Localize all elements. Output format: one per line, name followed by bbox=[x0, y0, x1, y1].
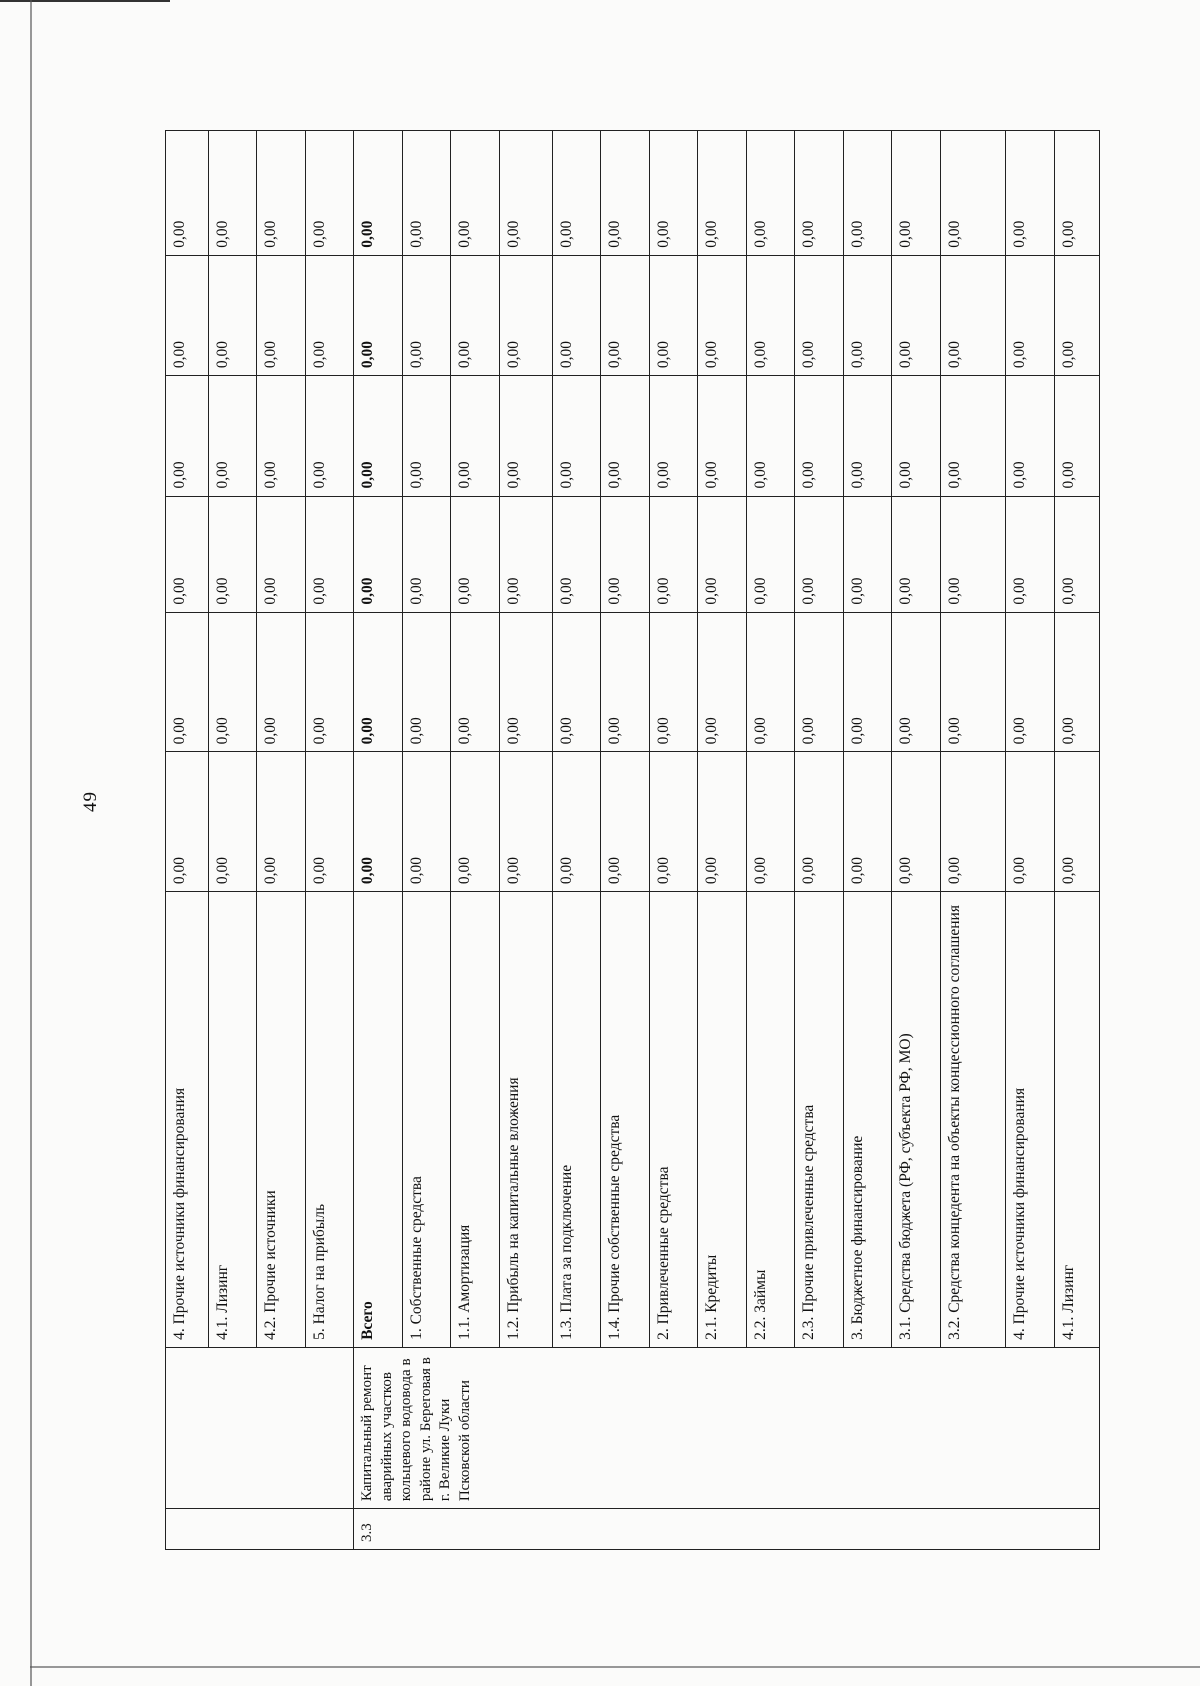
value-cell: 0,00 bbox=[1054, 496, 1099, 612]
value-cell: 0,00 bbox=[499, 612, 552, 752]
value-cell: 0,00 bbox=[746, 376, 795, 496]
row-label: 4.1. Лизинг bbox=[208, 892, 257, 1348]
value-cell: 0,00 bbox=[892, 376, 941, 496]
value-cell: 0,00 bbox=[940, 131, 1005, 256]
value-cell: 0,00 bbox=[746, 496, 795, 612]
value-cell: 0,00 bbox=[451, 752, 500, 892]
value-cell: 0,00 bbox=[354, 376, 403, 496]
value-cell: 0,00 bbox=[1006, 496, 1055, 612]
value-cell: 0,00 bbox=[698, 376, 747, 496]
table-row bbox=[305, 131, 354, 1550]
table-row bbox=[1006, 131, 1055, 1550]
row-label: 1.1. Амортизация bbox=[451, 892, 500, 1348]
value-cell: 0,00 bbox=[843, 131, 892, 256]
value-cell: 0,00 bbox=[257, 612, 306, 752]
table-row bbox=[601, 131, 650, 1550]
value-cell: 0,00 bbox=[451, 612, 500, 752]
value-cell: 0,00 bbox=[402, 612, 451, 752]
value-cell: 0,00 bbox=[354, 752, 403, 892]
value-cell: 0,00 bbox=[552, 496, 601, 612]
value-cell: 0,00 bbox=[601, 496, 650, 612]
value-cell: 0,00 bbox=[305, 376, 354, 496]
value-cell: 0,00 bbox=[305, 255, 354, 375]
value-cell: 0,00 bbox=[305, 752, 354, 892]
value-cell: 0,00 bbox=[499, 131, 552, 256]
value-cell: 0,00 bbox=[208, 131, 257, 256]
value-cell: 0,00 bbox=[795, 131, 844, 256]
row-label: 1.2. Прибыль на капитальные вложения bbox=[499, 892, 552, 1348]
value-cell: 0,00 bbox=[698, 612, 747, 752]
value-cell: 0,00 bbox=[746, 752, 795, 892]
value-cell: 0,00 bbox=[208, 496, 257, 612]
prev-index-cell bbox=[166, 1509, 354, 1550]
value-cell: 0,00 bbox=[843, 255, 892, 375]
value-cell: 0,00 bbox=[166, 752, 209, 892]
value-cell: 0,00 bbox=[843, 752, 892, 892]
value-cell: 0,00 bbox=[208, 255, 257, 375]
value-cell: 0,00 bbox=[892, 255, 941, 375]
scan-bottom-edge bbox=[30, 1666, 1200, 1668]
value-cell: 0,00 bbox=[698, 131, 747, 256]
value-cell: 0,00 bbox=[257, 752, 306, 892]
project-index-cell: 3.3 bbox=[354, 1509, 1100, 1550]
table-row bbox=[940, 131, 1005, 1550]
project-description-cell bbox=[354, 1347, 1100, 1508]
table-row bbox=[499, 131, 552, 1550]
value-cell: 0,00 bbox=[649, 496, 698, 612]
value-cell: 0,00 bbox=[649, 131, 698, 256]
table-row bbox=[208, 131, 257, 1550]
value-cell: 0,00 bbox=[698, 255, 747, 375]
value-cell: 0,00 bbox=[552, 612, 601, 752]
value-cell: 0,00 bbox=[402, 255, 451, 375]
row-label: 2.1. Кредиты bbox=[698, 892, 747, 1348]
value-cell: 0,00 bbox=[649, 752, 698, 892]
value-cell: 0,00 bbox=[1054, 376, 1099, 496]
value-cell: 0,00 bbox=[257, 376, 306, 496]
value-cell: 0,00 bbox=[940, 496, 1005, 612]
value-cell: 0,00 bbox=[940, 612, 1005, 752]
scan-top-edge bbox=[0, 0, 170, 2]
value-cell: 0,00 bbox=[257, 255, 306, 375]
table-row bbox=[746, 131, 795, 1550]
row-label: 4.2. Прочие источники bbox=[257, 892, 306, 1348]
table-row bbox=[402, 131, 451, 1550]
value-cell: 0,00 bbox=[552, 255, 601, 375]
row-label: 1. Собственные средства bbox=[402, 892, 451, 1348]
value-cell: 0,00 bbox=[166, 612, 209, 752]
value-cell: 0,00 bbox=[843, 612, 892, 752]
value-cell: 0,00 bbox=[166, 131, 209, 256]
table-row bbox=[1054, 131, 1099, 1550]
value-cell: 0,00 bbox=[208, 376, 257, 496]
value-cell: 0,00 bbox=[795, 612, 844, 752]
financing-table bbox=[165, 130, 1100, 1550]
table-row bbox=[892, 131, 941, 1550]
value-cell: 0,00 bbox=[499, 496, 552, 612]
value-cell: 0,00 bbox=[892, 131, 941, 256]
value-cell: 0,00 bbox=[208, 612, 257, 752]
value-cell: 0,00 bbox=[1006, 255, 1055, 375]
value-cell: 0,00 bbox=[601, 376, 650, 496]
value-cell: 0,00 bbox=[166, 376, 209, 496]
row-label: 3.2. Средства концедента на объекты концессионного соглашения bbox=[940, 892, 1005, 1348]
row-label: 1.3. Плата за подключение bbox=[552, 892, 601, 1348]
value-cell: 0,00 bbox=[354, 131, 403, 256]
value-cell: 0,00 bbox=[795, 496, 844, 612]
value-cell: 0,00 bbox=[305, 612, 354, 752]
value-cell: 0,00 bbox=[746, 255, 795, 375]
row-label: 3.1. Средства бюджета (РФ, субъекта РФ, МО) bbox=[892, 892, 941, 1348]
row-label: 5. Налог на прибыль bbox=[305, 892, 354, 1348]
value-cell: 0,00 bbox=[601, 131, 650, 256]
value-cell: 0,00 bbox=[451, 255, 500, 375]
value-cell: 0,00 bbox=[402, 131, 451, 256]
table-row bbox=[698, 131, 747, 1550]
value-cell: 0,00 bbox=[940, 376, 1005, 496]
value-cell: 0,00 bbox=[940, 752, 1005, 892]
value-cell: 0,00 bbox=[552, 752, 601, 892]
value-cell: 0,00 bbox=[795, 376, 844, 496]
financing-table-body bbox=[166, 131, 1100, 1550]
row-label: 2.2. Займы bbox=[746, 892, 795, 1348]
value-cell: 0,00 bbox=[451, 131, 500, 256]
value-cell: 0,00 bbox=[649, 612, 698, 752]
value-cell: 0,00 bbox=[940, 255, 1005, 375]
table-row bbox=[166, 131, 209, 1550]
value-cell: 0,00 bbox=[402, 496, 451, 612]
value-cell: 0,00 bbox=[354, 612, 403, 752]
value-cell: 0,00 bbox=[166, 496, 209, 612]
value-cell: 0,00 bbox=[843, 376, 892, 496]
value-cell: 0,00 bbox=[795, 255, 844, 375]
row-label: 2. Привлеченные средства bbox=[649, 892, 698, 1348]
value-cell: 0,00 bbox=[257, 496, 306, 612]
value-cell: 0,00 bbox=[698, 752, 747, 892]
row-label: 1.4. Прочие собственные средства bbox=[601, 892, 650, 1348]
value-cell: 0,00 bbox=[746, 131, 795, 256]
value-cell: 0,00 bbox=[499, 376, 552, 496]
value-cell: 0,00 bbox=[892, 612, 941, 752]
value-cell: 0,00 bbox=[649, 255, 698, 375]
value-cell: 0,00 bbox=[552, 131, 601, 256]
value-cell: 0,00 bbox=[354, 496, 403, 612]
financing-table-wrapper bbox=[165, 130, 1100, 1550]
value-cell: 0,00 bbox=[1006, 752, 1055, 892]
table-row bbox=[257, 131, 306, 1550]
row-label: 3. Бюджетное финансирование bbox=[843, 892, 892, 1348]
value-cell: 0,00 bbox=[746, 612, 795, 752]
value-cell: 0,00 bbox=[649, 376, 698, 496]
value-cell: 0,00 bbox=[552, 376, 601, 496]
value-cell: 0,00 bbox=[601, 752, 650, 892]
value-cell: 0,00 bbox=[601, 612, 650, 752]
value-cell: 0,00 bbox=[402, 376, 451, 496]
row-label: 2.3. Прочие привлеченные средства bbox=[795, 892, 844, 1348]
table-row bbox=[552, 131, 601, 1550]
table-row bbox=[843, 131, 892, 1550]
value-cell: 0,00 bbox=[402, 752, 451, 892]
value-cell: 0,00 bbox=[1006, 131, 1055, 256]
row-label: 4. Прочие источники финансирования bbox=[166, 892, 209, 1348]
value-cell: 0,00 bbox=[451, 496, 500, 612]
value-cell: 0,00 bbox=[499, 255, 552, 375]
value-cell: 0,00 bbox=[1054, 131, 1099, 256]
project-description: Капитальный ремонт аварийных участков кольцевого водовода в районе ул. Береговая в г. Великие Луки Псковской области bbox=[359, 1357, 473, 1502]
value-cell: 0,00 bbox=[451, 376, 500, 496]
value-cell: 0,00 bbox=[601, 255, 650, 375]
value-cell: 0,00 bbox=[1006, 376, 1055, 496]
value-cell: 0,00 bbox=[698, 496, 747, 612]
value-cell: 0,00 bbox=[795, 752, 844, 892]
table-row bbox=[451, 131, 500, 1550]
row-label: Всего bbox=[354, 892, 403, 1348]
table-row bbox=[354, 131, 403, 1550]
value-cell: 0,00 bbox=[1054, 612, 1099, 752]
value-cell: 0,00 bbox=[892, 496, 941, 612]
value-cell: 0,00 bbox=[1006, 612, 1055, 752]
value-cell: 0,00 bbox=[843, 496, 892, 612]
row-label: 4.1. Лизинг bbox=[1054, 892, 1099, 1348]
scan-left-edge bbox=[30, 0, 32, 1686]
table-row bbox=[795, 131, 844, 1550]
value-cell: 0,00 bbox=[305, 131, 354, 256]
value-cell: 0,00 bbox=[208, 752, 257, 892]
prev-description-cell bbox=[166, 1347, 354, 1508]
value-cell: 0,00 bbox=[257, 131, 306, 256]
value-cell: 0,00 bbox=[1054, 255, 1099, 375]
table-row bbox=[649, 131, 698, 1550]
value-cell: 0,00 bbox=[354, 255, 403, 375]
value-cell: 0,00 bbox=[892, 752, 941, 892]
value-cell: 0,00 bbox=[499, 752, 552, 892]
page-number: 49 bbox=[80, 791, 101, 812]
value-cell: 0,00 bbox=[166, 255, 209, 375]
row-label: 4. Прочие источники финансирования bbox=[1006, 892, 1055, 1348]
value-cell: 0,00 bbox=[305, 496, 354, 612]
value-cell: 0,00 bbox=[1054, 752, 1099, 892]
